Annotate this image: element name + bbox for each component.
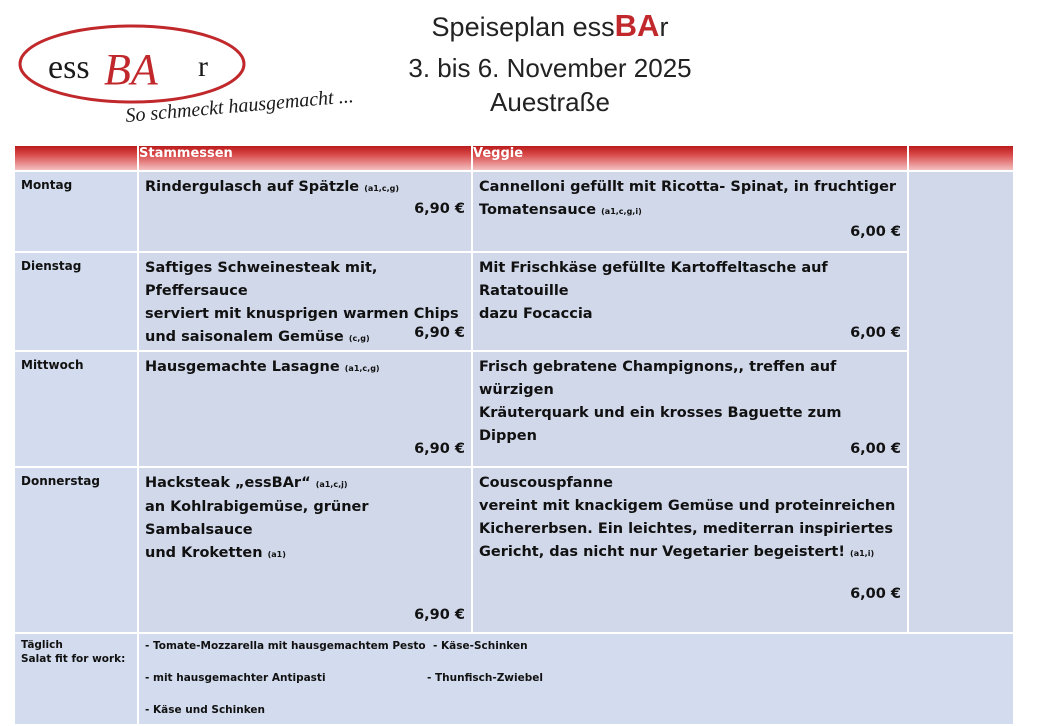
page-title: Speiseplan essBAr xyxy=(431,8,669,43)
day-label: Montag xyxy=(14,171,138,252)
menu-table xyxy=(13,144,1015,726)
allergens: (a1,c,g) xyxy=(344,364,380,373)
logo-brand-prefix: ess xyxy=(48,49,90,86)
veggie-cell: Mit Frischkäse gefüllte Kartoffeltasche auf Ratatouille dazu Focaccia 6,00 € xyxy=(472,252,908,351)
table-row xyxy=(14,171,1014,252)
header-veggie: Veggie xyxy=(472,145,908,171)
logo-tagline: So schmeckt hausgemacht ... xyxy=(124,85,355,127)
daily-items xyxy=(138,633,1014,725)
header-stamm: Stammessen xyxy=(138,145,472,171)
table-row xyxy=(14,467,1014,633)
table-header xyxy=(14,145,1014,171)
price: 6,00 € xyxy=(850,325,901,341)
allergens: (a1,c,g) xyxy=(364,184,400,193)
veggie-cell: Couscouspfanne vereint mit knackigem Gemüse und proteinreichen Kichererbsen. Ein leichtes, mediterran inspiriertes Gericht, das nicht nur Vegetarier begeistert! (a1,i) 6,00 € xyxy=(472,467,908,633)
essbar-logo xyxy=(14,18,355,130)
list-item: - mit hausgemachter Antipasti xyxy=(145,672,326,684)
allergens: (a1,c,j) xyxy=(315,480,348,489)
price: 6,90 € xyxy=(414,607,465,623)
table-row xyxy=(14,351,1014,467)
stamm-cell: Hacksteak „essBAr“ (a1,c,j) an Kohlrabigemüse, grüner Sambalsauce und Kroketten (a1) 6,90 € xyxy=(138,467,472,633)
list-item: - Käse-Schinken xyxy=(433,640,528,652)
allergens: (c,g) xyxy=(348,334,370,343)
date-range: 3. bis 6. November 2025 xyxy=(408,53,692,83)
list-item: - Thunfisch-Zwiebel xyxy=(427,672,543,684)
allergens: (a1) xyxy=(267,550,286,559)
day-label: Mittwoch xyxy=(14,351,138,467)
title-highlight: BA xyxy=(614,8,660,43)
location: Auestraße xyxy=(490,87,610,117)
allergens: (a1,c,g,i) xyxy=(601,207,642,216)
daily-salad-row xyxy=(14,633,1014,725)
stamm-cell: Rindergulasch auf Spätzle (a1,c,g) 6,90 € xyxy=(138,171,472,252)
price: 6,90 € xyxy=(414,201,465,217)
empty-column xyxy=(908,171,1014,633)
price: 6,90 € xyxy=(414,441,465,457)
table-row xyxy=(14,252,1014,351)
day-label: Donnerstag xyxy=(14,467,138,633)
daily-label: Täglich Salat fit for work: xyxy=(14,633,138,725)
price: 6,90 € xyxy=(414,325,465,341)
stamm-cell: Hausgemachte Lasagne (a1,c,g) 6,90 € xyxy=(138,351,472,467)
allergens: (a1,i) xyxy=(850,549,875,558)
header-empty xyxy=(908,145,1014,171)
list-item: - Käse und Schinken xyxy=(145,704,266,716)
stamm-cell: Saftiges Schweinesteak mit, Pfeffersauce serviert mit knusprigen warmen Chips und saisonalem Gemüse (c,g) 6,90 € xyxy=(138,252,472,351)
header-day-cell xyxy=(14,145,138,171)
price: 6,00 € xyxy=(850,586,901,602)
logo-brand-highlight: BA xyxy=(104,45,158,94)
logo-brand-suffix: r xyxy=(198,50,208,83)
price: 6,00 € xyxy=(850,441,901,457)
day-label: Dienstag xyxy=(14,252,138,351)
veggie-cell: Cannelloni gefüllt mit Ricotta- Spinat, in fruchtiger Tomatensauce (a1,c,g,i) 6,00 € xyxy=(472,171,908,252)
list-item: - Tomate-Mozzarella mit hausgemachtem Pesto xyxy=(145,640,426,652)
price: 6,00 € xyxy=(850,224,901,240)
veggie-cell: Frisch gebratene Champignons,, treffen auf würzigen Kräuterquark und ein krosses Baguette zum Dippen 6,00 € xyxy=(472,351,908,467)
